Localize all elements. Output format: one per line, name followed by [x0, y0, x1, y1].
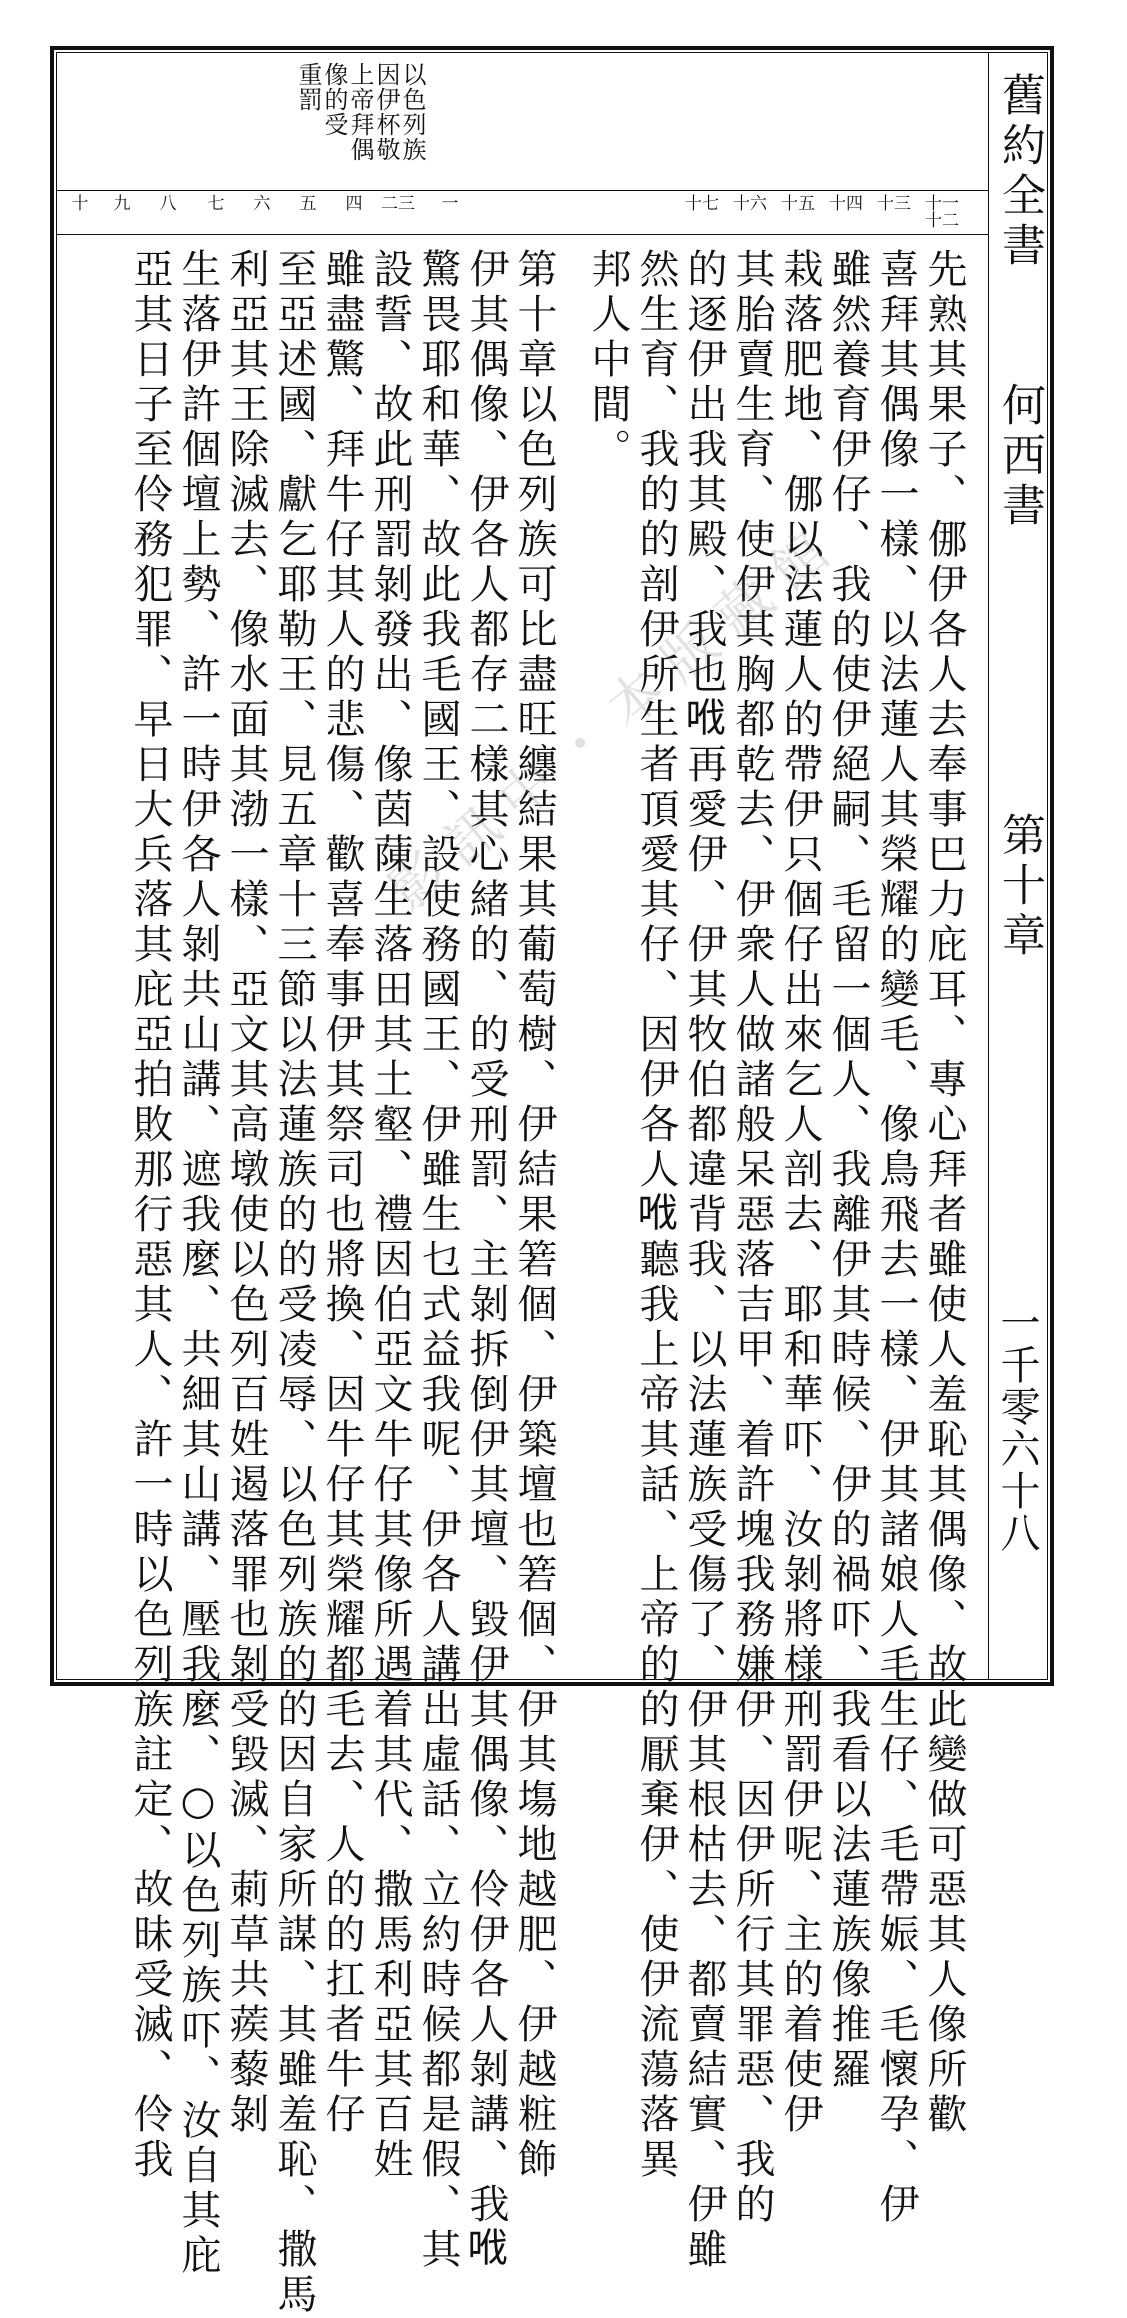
book-title: 舊約全書 [994, 72, 1045, 272]
verse-number: 十五 [781, 194, 815, 214]
text-column: 邦人中間。 [585, 248, 631, 473]
verse-number: 十六 [733, 194, 767, 214]
verse-number-strip [56, 190, 988, 235]
note-line: 以色列族 [398, 62, 426, 162]
text-column: 亞其日子至伶務犯罪、早日大兵落其庇亞拍敗那行惡其人、許一時以色列族註定、故昧受滅、伶我 [127, 248, 173, 2183]
note-line: 像的受 [320, 62, 348, 137]
text-column: 利亞其王除滅去、像水面其渤一樣、亞文其高墩使以色列百姓遏落罪也剝受毀滅、莿草共蒺藜剝 [223, 248, 269, 2138]
text-column: 其胎賣生育、使伊其胸都乾去、伊衆人做諸般呆惡落吉甲、着許塊我務嫌伊、因伊所行其罪惡、我的 [729, 248, 775, 2228]
marginal-note [56, 52, 988, 191]
verse-number: 十 [71, 194, 89, 214]
verse-number: 七 [207, 194, 225, 214]
note-line: 上帝拜偶 [346, 62, 374, 162]
chapter-label: 第十章 [994, 812, 1045, 962]
verse-number: 十四 [829, 194, 863, 214]
text-column: 伊其偶像、伊各人都存二樣其心緒的、的受刑罰、主剝拆倒伊其壇、毀伊其偶像、伶伊各人剝講、我𠲎 [463, 248, 509, 2273]
text-column: 喜拜其偶像一樣、以法蓮人其榮耀的變毛、像鳥飛去一樣、伊其諸娘人毛生仔、毛帶娠、毛懷孕、伊 [873, 248, 919, 2228]
verse-number: 五 [299, 194, 317, 214]
book-name: 何西書 [994, 382, 1045, 532]
note-line: 因伊杯敬 [372, 62, 400, 162]
text-column: 的逐伊出我其殿、我也𠲎再愛伊、伊其牧伯都違背我、以法蓮族受傷了、伊其根枯去、都賣結實、伊雖 [681, 248, 727, 2273]
note-line: 重罰 [294, 62, 322, 112]
verse-number: 四 [345, 194, 363, 214]
verse-number: 六 [253, 194, 271, 214]
verse-number: 十三 [877, 194, 911, 214]
verse-number: 八 [159, 194, 177, 214]
verse-number: 十一十二 [925, 194, 959, 231]
verse-number: 二三 [381, 194, 415, 214]
library-watermark: 影 訊 中 ・ 本 版 藏 館 [376, 519, 841, 924]
verse-number: 十七 [685, 194, 719, 214]
verse-number: 一 [441, 194, 459, 214]
text-column: 第十章以色列族可比盡旺纏結果其葡萄樹、伊結果箬個、伊築壇也箬個、伊其塲地越肥、伊越粧飾 [511, 248, 557, 2183]
text-column: 生落伊許個壇上勢、許一時伊各人剝共山講、遮我麼、共細其山講、壓我麼、○以色列族吓、汝自其庇 [175, 248, 221, 2279]
text-column: 先熟其果子、㑚伊各人去奉事巴力庇耳、專心拜者雖使人羞恥其偶像、故此變做可惡其人像所歡 [921, 248, 967, 2138]
running-head [988, 52, 1049, 1680]
text-column: 雖盡驚、拜牛仔其人的悲傷、歡喜奉事伊其祭司也將換、因牛仔其榮耀都毛去、人的的扛者牛仔 [319, 248, 365, 2138]
page-number: 一千零六十八 [994, 1302, 1040, 1554]
text-column: 設誓、故此刑罰剝發出、像茵蔯生落田其土壑、禮因伯亞文牛仔其像所遇着其代、撒馬利亞其百姓 [367, 248, 413, 2183]
text-column: 栽落肥地、㑚以法蓮人的帶伊只個仔出來乞人剖去、耶和華吓、汝剝將様刑罰伊呢、主的着使伊 [777, 248, 823, 2138]
text-column: 驚畏耶和華、故此我毛國王、設使務國王、伊雖生乜式益我呢、伊各人講出虛話、立約時候都是假、其 [415, 248, 461, 2273]
verse-number: 九 [113, 194, 131, 214]
text-column: 至亞述國、獻乞耶勒王、見五章十三節以法蓮族的的受凌辱、以色列族的的因自家所謀、其雖羞恥、撒馬 [271, 248, 317, 2318]
text-column: 雖然養育伊仔、我的使伊絕嗣、毛留一個人、我離伊其時候、伊的禍吓、我看以法蓮族像推羅 [825, 248, 871, 2093]
text-column: 然生育、我的的剖伊所生者頂愛其仔、因伊各人𠲎聽我上帝其話、上帝的的厭棄伊、使伊流蕩落異 [633, 248, 679, 2183]
